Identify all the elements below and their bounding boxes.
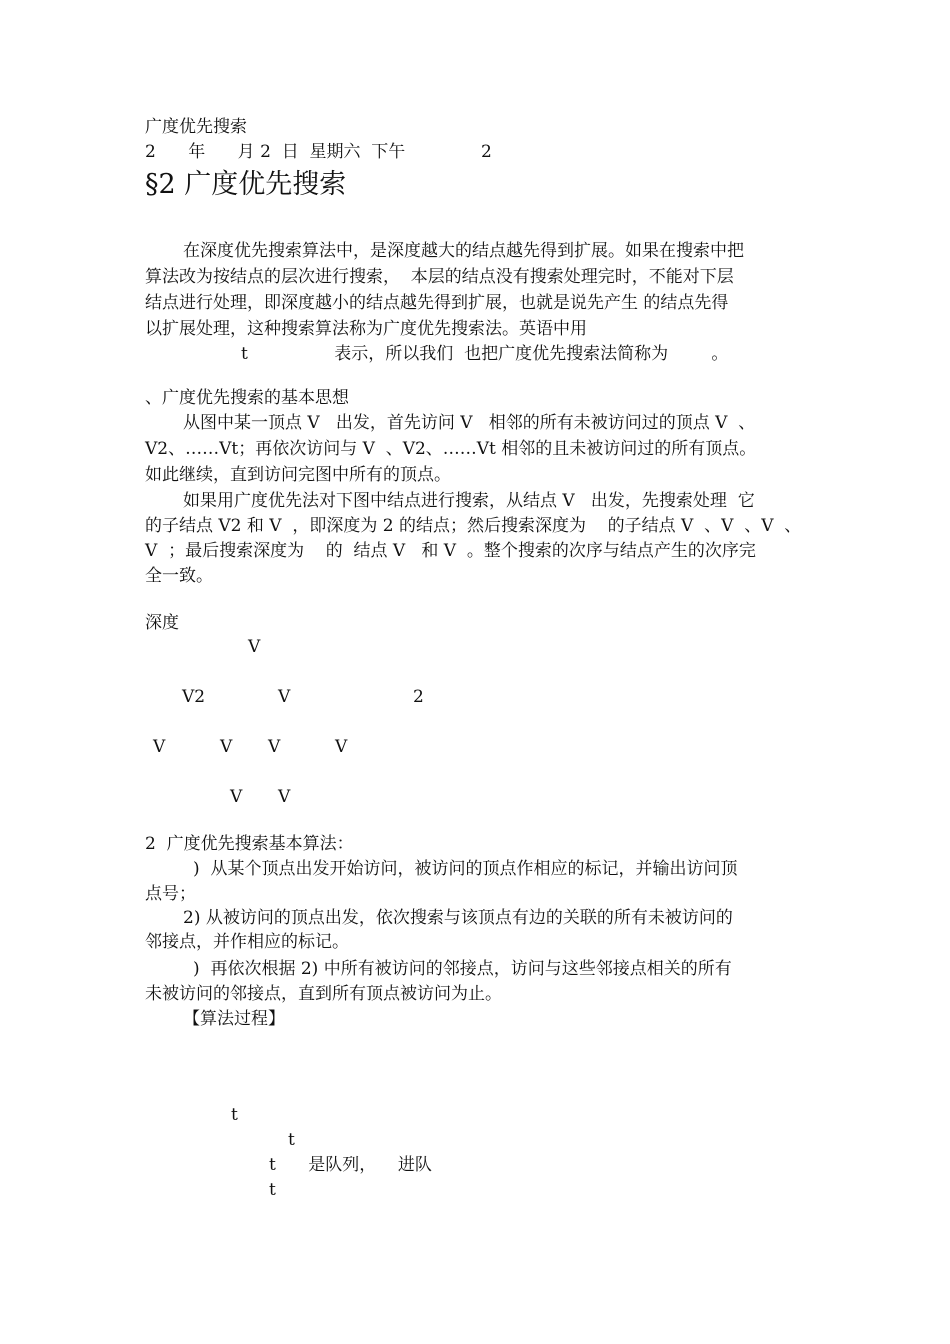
text-line: 以扩展处理，这种搜索算法称为广度优先搜索法。英语中用 [145,319,587,339]
text-line: V ；最后搜索深度为 的 结点 V 和 V 。整个搜索的次序与结点产生的次序完 [145,541,756,561]
code-line: t [231,1105,238,1125]
text-line: 从图中某一顶点 V 出发，首先访问 V 相邻的所有未被访问过的顶点 V 、 [183,413,756,433]
text-line: 如果用广度优先法对下图中结点进行搜索，从结点 V 出发，先搜索处理 它 [183,491,755,511]
text-line: 2) 从被访问的顶点出发，依次搜索与该顶点有边的关联的所有未被访问的 [183,908,733,928]
tree-node: V [335,737,348,757]
code-line: t [269,1180,276,1200]
tree-node: V [230,787,243,807]
text-line: V2、……Vt；再依次访问与 V 、V2、……Vt 相邻的且未被访问过的所有顶点。 [145,439,757,459]
algorithm-heading: 2 广度优先搜索基本算法： [145,834,354,854]
algorithm-process-label: 【算法过程】 [183,1009,285,1029]
text-line: 如此继续，直到访问完图中所有的顶点。 [145,465,451,485]
text-line: ) 从某个顶点出发开始访问，被访问的顶点作相应的标记，并输出访问顶 [193,859,738,879]
tree-node: V [268,737,281,757]
date-line: 2 年 月 2 日 星期六 下午 2 [145,142,492,162]
text-line: ) 再依次根据 2) 中所有被访问的邻接点，访问与这些邻接点相关的所有 [193,959,732,979]
tree-node: V2 [182,687,206,707]
text-line: 点号； [145,884,196,904]
text-line: 邻接点，并作相应的标记。 [145,932,349,952]
code-line: t [288,1130,295,1150]
tree-node: V [220,737,233,757]
text-line: 全一致。 [145,566,213,586]
text-line: 算法改为按结点的层次进行搜索， 本层的结点没有搜索处理完时，不能对下层 [145,267,734,287]
depth-label: 深度 [145,613,179,633]
tree-node: V [153,737,166,757]
text-line: 在深度优先搜索算法中，是深度越大的结点越先得到扩展。如果在搜索中把 [183,241,744,261]
text-line: 的子结点 V2 和 V ，即深度为 2 的结点；然后搜索深度为 的子结点 V 、V 、V 、 [145,516,802,536]
text-line: 结点进行处理，即深度越小的结点越先得到扩展，也就是说先产生 的结点先得 [145,293,729,313]
doc-title: 广度优先搜索 [145,117,247,137]
code-line: t 是队列， 进队 [269,1155,432,1175]
tree-node: V [278,687,291,707]
idea-heading: 、广度优先搜索的基本思想 [145,388,349,408]
tree-node: V [278,787,291,807]
tree-node: V [248,637,261,657]
text-line: 未被访问的邻接点，直到所有顶点被访问为止。 [145,984,502,1004]
tree-node: 2 [413,687,424,707]
text-line: t 表示，所以我们 也把广度优先搜索法简称为 。 [241,344,729,364]
section-title: §2 广度优先搜索 [145,169,347,200]
